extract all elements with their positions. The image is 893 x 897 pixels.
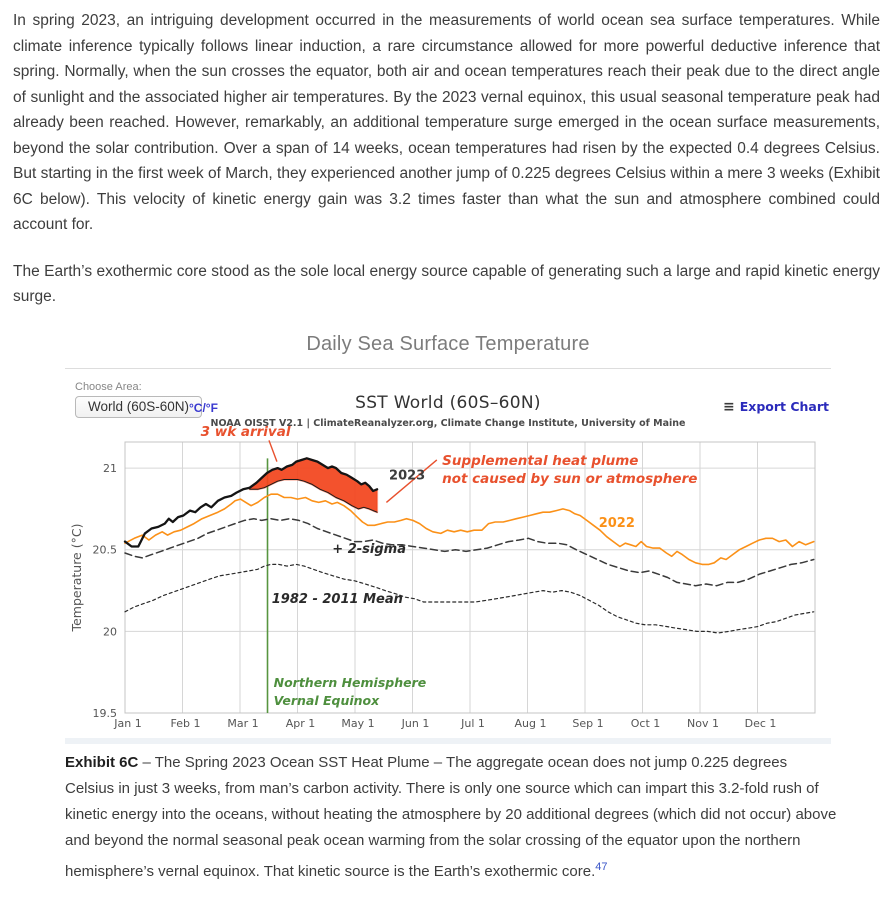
footnote-ref[interactable]: 47	[595, 860, 608, 873]
mean-label: 1982 - 2011 Mean	[271, 591, 403, 607]
year-2022-label: 2022	[598, 515, 635, 531]
widget-title: Daily Sea Surface Temperature	[306, 332, 590, 355]
core-thesis-paragraph: The Earth’s exothermic core stood as the sole local energy source capable of generating such a large and rapid kinetic energy surge.	[13, 262, 880, 305]
chart-title: SST World (60S–60N)	[355, 392, 541, 413]
svg-text:Jul 1: Jul 1	[461, 716, 485, 730]
svg-text:21: 21	[103, 461, 117, 475]
year-2023-label: 2023	[389, 468, 426, 484]
svg-text:Temperature (°C): Temperature (°C)	[69, 523, 84, 631]
svg-text:Dec 1: Dec 1	[744, 716, 777, 730]
vernal-equinox-label: Northern Hemisphere Vernal Equinox	[273, 674, 427, 708]
three-week-arrival-label: 3 wk arrival	[200, 423, 291, 440]
svg-text:19.5: 19.5	[92, 706, 117, 720]
widget-bottom-strip	[65, 738, 831, 744]
svg-text:Feb 1: Feb 1	[170, 716, 201, 730]
export-chart-label: Export Chart	[739, 398, 829, 414]
svg-text:20: 20	[103, 624, 117, 638]
sst-chart-widget	[65, 331, 831, 744]
svg-text:May 1: May 1	[341, 716, 375, 730]
svg-text:Jan 1: Jan 1	[114, 716, 142, 730]
svg-text:Nov 1: Nov 1	[687, 716, 719, 730]
svg-text:Aug 1: Aug 1	[514, 716, 547, 730]
chart-subtitle: NOAA OISST V2.1 | ClimateReanalyzer.org, Climate Change Institute, University of Maine	[210, 417, 686, 429]
sst-line-chart	[65, 418, 831, 738]
intro-paragraph: In spring 2023, an intriguing development occurred in the measurements of world ocean sea surface temperatures. While climate inference typically follows linear induction, a rare circumstance allowed for more powerful deductive inference that spring. Normally, when the sun crosses the equator, both air and ocean temperatures reach their peak due to the direct angle of sunlight and the associated higher air temperatures. By the 2023 vernal equinox, this usual seasonal temperature peak had already been reached. However, remarkably, an additional temperature surge emerged in the ocean surface measurements, beyond the solar contribution. Over a span of 14 weeks, ocean temperatures had risen by the expected 0.4 degrees Celsius. But starting in the first week of March, they experienced another jump of 0.225 degrees Celsius within a mere 3 weeks (Exhibit 6C below). This velocity of kinetic energy gain was 3.2 times faster than what the sun and atmosphere combined could account for.	[13, 12, 880, 233]
supplemental-plume-label: Supplemental heat plume not caused by sun or atmosphere	[442, 452, 698, 487]
hamburger-icon: ≡	[722, 398, 735, 415]
area-select-button[interactable]: World (60S-60N)	[75, 396, 202, 418]
export-chart-button[interactable]	[723, 399, 829, 415]
svg-text:Sep 1: Sep 1	[572, 716, 604, 730]
exhibit-label: Exhibit 6C	[65, 753, 139, 771]
choose-area-label: Choose Area:	[75, 380, 142, 393]
exhibit-caption	[65, 750, 837, 885]
svg-text:Oct 1: Oct 1	[630, 716, 661, 730]
widget-divider	[65, 368, 831, 369]
exhibit-caption-text: – The Spring 2023 Ocean SST Heat Plume – The aggregate ocean does not jump 0.225 degrees Celsius in just 3 weeks, from man’s carbon activity. There is only one source which can impart this 3.2-fold rush of kinetic energy into the oceans, without heating the atmosphere by 20 additional degrees (which did not occur) above and beyond the normal seasonal peak ocean warming from the solar crossing of the equator upon the northern hemisphere’s vernal equinox. That kinetic source is the Earth’s exothermic core.	[65, 753, 837, 880]
svg-text:20.5: 20.5	[92, 543, 117, 557]
two-sigma-label: + 2-sigma	[332, 541, 406, 557]
svg-text:Jun 1: Jun 1	[401, 716, 430, 730]
unit-toggle-link[interactable]: °C/°F	[189, 400, 218, 415]
svg-text:Mar 1: Mar 1	[227, 716, 259, 730]
svg-text:Apr 1: Apr 1	[285, 716, 316, 730]
